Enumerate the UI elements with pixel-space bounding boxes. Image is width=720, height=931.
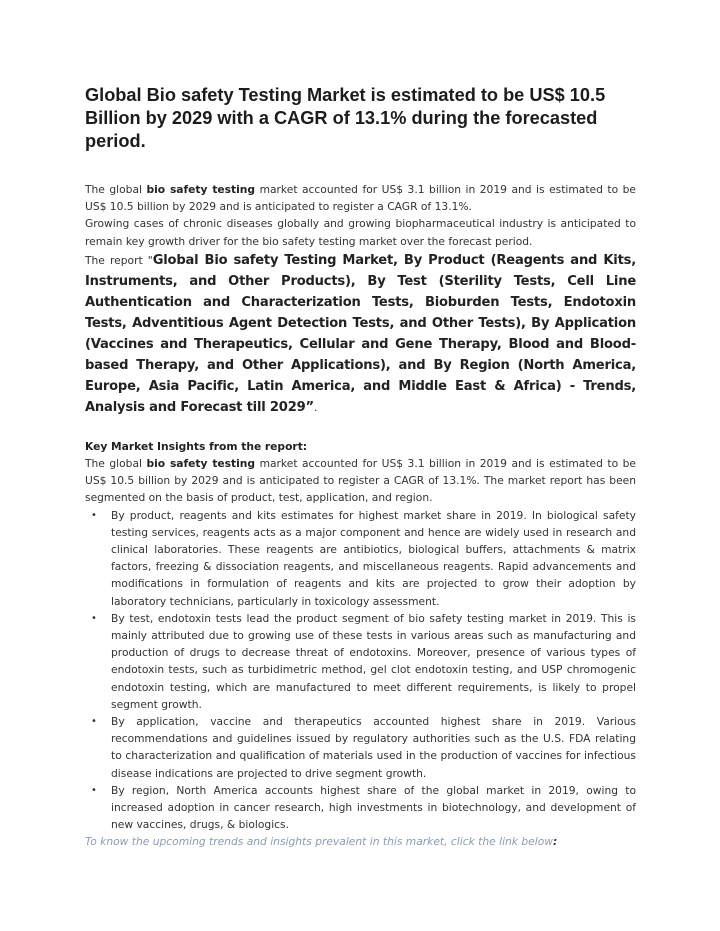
intro-keyword: bio safety testing <box>146 183 256 196</box>
list-item <box>85 610 636 713</box>
intro-prefix: The global <box>85 183 147 196</box>
report-suffix: . <box>313 400 318 414</box>
cta-label: To know the upcoming trends and insights prevalent in this market, click the link below <box>85 835 554 849</box>
list-item <box>85 782 636 834</box>
list-item <box>85 713 636 782</box>
bullet-text: By region, North America accounts highest share of the global market in 2019, owing to increased adoption in cancer research, high investments in biotechnology, and development of new vaccines, drugs, & biologics. <box>111 783 636 832</box>
bullet-text: By test, endotoxin tests lead the product segment of bio safety testing market in 2019. This is mainly attributed due to growing use of these tests in various areas such as manufacturing and production of drugs to decrease threat of endotoxins. Moreover, presence of various types of endotoxin tests, such as turbidimetric method, gel clot endotoxin testing, and USP chromogenic endotoxin testing, which are manufactured to meet different requirements, is likely to propel segment growth. <box>111 611 636 711</box>
document-title: Global Bio safety Testing Market is estimated to be US$ 10.5 Billion by 2029 with a CAGR of 13.1% during the forecasted period. <box>85 85 606 151</box>
insights-bullet-list <box>85 507 636 834</box>
insights-paragraph <box>85 455 636 507</box>
bullet-text: By product, reagents and kits estimates for highest market share in 2019. In biological safety testing services, reagents acts as a major component and hence are widely used in research and clinical laboratories. These reagents are antibiotics, biological buffers, attachments & matrix factors, freezing & dissociation reagents, and miscellaneous reagents. Rapid advancements and modifications in formulation of reagents and kits are projected to grow their adoption by laboratory technicians, particularly in toxicology assessment. <box>111 508 636 608</box>
bullet-icon: • <box>91 716 97 728</box>
insights-suffix: market accounted for US$ 3.1 billion in 2019 and is estimated to be US$ 10.5 billion by 2029 and is anticipated to register a CAGR of 13.1%. The market report has been segmented on the basis of product, test, application, and region. <box>85 457 636 505</box>
intro-paragraph <box>85 181 636 215</box>
insights-keyword: bio safety testing <box>146 457 256 471</box>
bullet-icon: • <box>91 509 97 521</box>
cta-text <box>85 833 636 850</box>
bullet-icon: • <box>91 612 97 624</box>
insights-prefix: The global <box>85 457 147 471</box>
document-page <box>85 84 636 851</box>
insights-heading: Key Market Insights from the report: <box>85 439 308 453</box>
report-paragraph <box>85 250 636 418</box>
list-item <box>85 507 636 610</box>
cta-colon: : <box>553 835 558 849</box>
intro-suffix: market accounted for US$ 3.1 billion in 2019 and is estimated to be US$ 10.5 billion by 2029 and is anticipated to register a CAGR of 13.1%. <box>85 183 636 214</box>
bullet-icon: • <box>91 784 97 796</box>
bullet-text: By application, vaccine and therapeutics accounted highest share in 2019. Various recommendations and guidelines issued by regulatory authorities such as the U.S. FDA relating to characterization and qualification of materials used in the production of vaccines for infectious disease indications are projected to drive segment growth. <box>111 715 636 780</box>
report-title: Global Bio safety Testing Market, By Product (Reagents and Kits, Instruments, and Other Products), By Test (Sterility Tests, Cell Line Authentication and Characterization Tests, Bioburden Tests, Endotoxin Tests, Adventitious Agent Detection Tests, and Other Tests), By Application (Vaccines and Therapeutics, Cellular and Gene Therapy, Blood and Blood-based Therapy, and Other Applications), and By Region (North America, Europe, Asia Pacific, Latin America, and Middle East & Africa) - Trends, Analysis and Forecast till 2029” <box>85 252 636 415</box>
growth-paragraph: Growing cases of chronic diseases globally and growing biopharmaceutical industry is anticipated to remain key growth driver for the bio safety testing market over the forecast period. <box>85 217 636 248</box>
report-prefix: The report " <box>85 253 153 267</box>
